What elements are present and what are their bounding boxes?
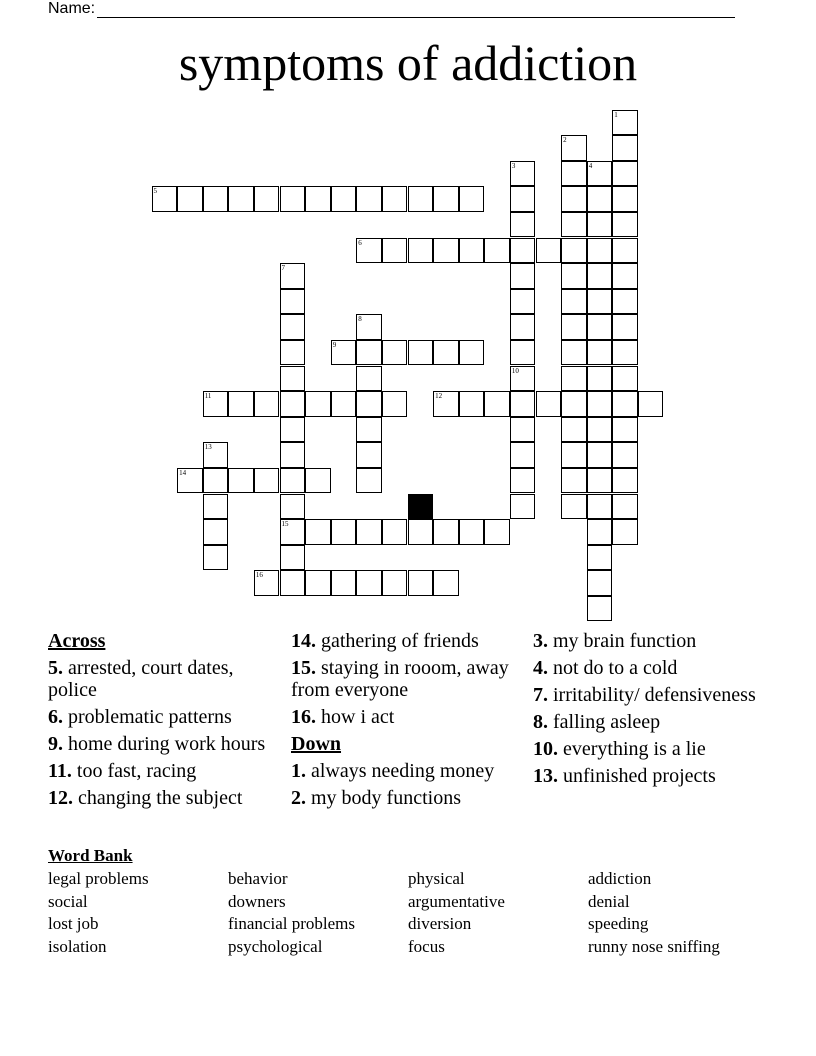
crossword-cell[interactable] bbox=[484, 391, 510, 417]
clue-down-7: 7. irritability/ defensiveness bbox=[533, 684, 756, 706]
crossword-cell[interactable] bbox=[203, 468, 229, 494]
crossword-cell[interactable] bbox=[561, 289, 587, 315]
clue-down-4: 4. not do to a cold bbox=[533, 657, 678, 679]
crossword-cell[interactable] bbox=[612, 186, 638, 212]
crossword-cell[interactable] bbox=[510, 366, 536, 392]
crossword-cell[interactable] bbox=[612, 366, 638, 392]
crossword-cell[interactable] bbox=[382, 570, 408, 596]
crossword-cell[interactable] bbox=[561, 238, 587, 264]
clue-number: 4 bbox=[588, 161, 593, 170]
crossword-cell[interactable] bbox=[280, 417, 306, 443]
crossword-cell[interactable] bbox=[305, 468, 331, 494]
crossword-cell[interactable] bbox=[280, 340, 306, 366]
crossword-cell[interactable] bbox=[203, 494, 229, 520]
crossword-cell[interactable] bbox=[459, 519, 485, 545]
crossword-cell[interactable] bbox=[561, 494, 587, 520]
crossword-cell[interactable] bbox=[612, 135, 638, 161]
clue-number: 5 bbox=[153, 187, 157, 196]
crossword-cell[interactable] bbox=[587, 545, 613, 571]
crossword-cell[interactable] bbox=[587, 570, 613, 596]
clue-number: 3 bbox=[511, 161, 516, 170]
crossword-cell[interactable] bbox=[561, 468, 587, 494]
crossword-cell[interactable] bbox=[408, 519, 434, 545]
word-bank-item: runny nose sniffing bbox=[588, 937, 720, 957]
clue-down-8: 8. falling asleep bbox=[533, 711, 661, 733]
crossword-cell[interactable] bbox=[612, 289, 638, 315]
clue-down-10: 10. everything is a lie bbox=[533, 738, 706, 760]
black-cell bbox=[408, 494, 434, 520]
crossword-cell[interactable] bbox=[280, 366, 306, 392]
crossword-cell[interactable] bbox=[561, 186, 587, 212]
crossword-cell[interactable] bbox=[561, 391, 587, 417]
clue-number: 13 bbox=[204, 443, 212, 452]
crossword-cell[interactable] bbox=[612, 391, 638, 417]
crossword-cell[interactable] bbox=[177, 468, 203, 494]
crossword-cell[interactable] bbox=[331, 340, 357, 366]
crossword-cell[interactable] bbox=[228, 468, 254, 494]
crossword-cell[interactable] bbox=[203, 519, 229, 545]
crossword-cell[interactable] bbox=[356, 238, 382, 264]
crossword-cell[interactable] bbox=[433, 340, 459, 366]
crossword-cell[interactable] bbox=[510, 340, 536, 366]
word-bank-item: financial problems bbox=[228, 914, 355, 934]
crossword-cell[interactable] bbox=[510, 161, 536, 187]
clue-down-13: 13. unfinished projects bbox=[533, 765, 716, 787]
crossword-cell[interactable] bbox=[356, 340, 382, 366]
word-bank-item: argumentative bbox=[408, 891, 505, 911]
crossword-cell[interactable] bbox=[280, 545, 306, 571]
crossword-cell[interactable] bbox=[536, 238, 562, 264]
word-bank-column-2 bbox=[228, 868, 355, 959]
clue-number: 12 bbox=[435, 392, 443, 401]
crossword-cell[interactable] bbox=[356, 186, 382, 212]
crossword-cell[interactable] bbox=[203, 186, 229, 212]
word-bank-item: physical bbox=[408, 869, 465, 888]
crossword-cell[interactable] bbox=[561, 161, 587, 187]
clue-across-9: 9. home during work hours bbox=[48, 733, 266, 755]
crossword-cell[interactable] bbox=[280, 519, 306, 545]
crossword-cell[interactable] bbox=[587, 161, 613, 187]
crossword-cell[interactable] bbox=[331, 570, 357, 596]
crossword-cell[interactable] bbox=[510, 263, 536, 289]
crossword-cell[interactable] bbox=[587, 366, 613, 392]
crossword-cell[interactable] bbox=[408, 340, 434, 366]
crossword-cell[interactable] bbox=[612, 494, 638, 520]
crossword-cell[interactable] bbox=[561, 340, 587, 366]
crossword-cell[interactable] bbox=[228, 186, 254, 212]
word-bank-item: psychological bbox=[228, 937, 323, 957]
crossword-cell[interactable] bbox=[305, 570, 331, 596]
crossword-cell[interactable] bbox=[177, 186, 203, 212]
crossword-cell[interactable] bbox=[612, 263, 638, 289]
crossword-cell[interactable] bbox=[280, 468, 306, 494]
crossword-cell[interactable] bbox=[331, 186, 357, 212]
crossword-cell[interactable] bbox=[408, 238, 434, 264]
crossword-cell[interactable] bbox=[280, 570, 306, 596]
crossword-cell[interactable] bbox=[459, 186, 485, 212]
clue-down-2: 2. my body functions bbox=[291, 787, 461, 809]
crossword-cell[interactable] bbox=[254, 570, 280, 596]
crossword-cell[interactable] bbox=[612, 442, 638, 468]
clue-down-3: 3. my brain function bbox=[533, 630, 697, 652]
word-bank-title: Word Bank bbox=[48, 846, 133, 865]
crossword-cell[interactable] bbox=[561, 314, 587, 340]
clue-number: 16 bbox=[255, 571, 263, 580]
crossword-cell[interactable] bbox=[612, 110, 638, 136]
crossword-cell[interactable] bbox=[305, 186, 331, 212]
crossword-cell[interactable] bbox=[510, 212, 536, 238]
crossword-cell[interactable] bbox=[280, 442, 306, 468]
clue-number: 2 bbox=[563, 136, 567, 145]
crossword-cell[interactable] bbox=[203, 391, 229, 417]
crossword-cell[interactable] bbox=[280, 391, 306, 417]
crossword-cell[interactable] bbox=[356, 442, 382, 468]
crossword-cell[interactable] bbox=[280, 186, 306, 212]
crossword-cell[interactable] bbox=[356, 366, 382, 392]
crossword-cell[interactable] bbox=[228, 391, 254, 417]
crossword-cell[interactable] bbox=[612, 238, 638, 264]
crossword-cell[interactable] bbox=[561, 442, 587, 468]
crossword-cell[interactable] bbox=[612, 468, 638, 494]
crossword-cell[interactable] bbox=[536, 391, 562, 417]
clue-number: 8 bbox=[358, 315, 362, 324]
crossword-cell[interactable] bbox=[612, 417, 638, 443]
crossword-cell[interactable] bbox=[356, 519, 382, 545]
crossword-cell[interactable] bbox=[587, 212, 613, 238]
crossword-cell[interactable] bbox=[382, 186, 408, 212]
crossword-cell[interactable] bbox=[203, 442, 229, 468]
word-bank-item: speeding bbox=[588, 914, 649, 934]
crossword-cell[interactable] bbox=[561, 366, 587, 392]
crossword-cell[interactable] bbox=[433, 186, 459, 212]
clue-number: 9 bbox=[332, 340, 337, 349]
word-bank-item: behavior bbox=[228, 869, 288, 888]
word-bank-item: denial bbox=[588, 891, 630, 911]
clue-number: 7 bbox=[281, 264, 285, 273]
crossword-cell[interactable] bbox=[587, 289, 613, 315]
crossword-cell[interactable] bbox=[510, 442, 536, 468]
word-bank-item: addiction bbox=[588, 869, 652, 888]
crossword-cell[interactable] bbox=[382, 519, 408, 545]
crossword-cell[interactable] bbox=[408, 570, 434, 596]
crossword-cell[interactable] bbox=[254, 186, 280, 212]
crossword-cell[interactable] bbox=[433, 519, 459, 545]
crossword-cell[interactable] bbox=[459, 340, 485, 366]
clue-number: 14 bbox=[179, 468, 187, 477]
crossword-cell[interactable] bbox=[587, 238, 613, 264]
clues-column-3 bbox=[533, 630, 763, 792]
clue-down-1: 1. always needing money bbox=[291, 760, 495, 782]
crossword-cell[interactable] bbox=[433, 570, 459, 596]
crossword-cell[interactable] bbox=[408, 186, 434, 212]
crossword-cell[interactable] bbox=[484, 519, 510, 545]
crossword-cell[interactable] bbox=[510, 417, 536, 443]
word-bank-column-4 bbox=[588, 868, 720, 959]
across-heading: Across bbox=[48, 630, 106, 652]
crossword-cell[interactable] bbox=[587, 417, 613, 443]
clue-across-15: 15. staying in rooom, away from everyone bbox=[291, 657, 509, 701]
crossword-cell[interactable] bbox=[305, 519, 331, 545]
crossword-cell[interactable] bbox=[280, 263, 306, 289]
clue-across-5: 5. arrested, court dates, police bbox=[48, 657, 234, 701]
word-bank-item: lost job bbox=[48, 914, 99, 934]
clue-across-6: 6. problematic patterns bbox=[48, 706, 232, 728]
word-bank-item: isolation bbox=[48, 937, 107, 957]
crossword-cell[interactable] bbox=[612, 340, 638, 366]
crossword-cell[interactable] bbox=[382, 391, 408, 417]
clues-column-1 bbox=[48, 630, 278, 814]
crossword-cell[interactable] bbox=[510, 238, 536, 264]
crossword-cell[interactable] bbox=[638, 391, 664, 417]
crossword-cell[interactable] bbox=[203, 545, 229, 571]
crossword-cell[interactable] bbox=[280, 494, 306, 520]
crossword-cell[interactable] bbox=[331, 519, 357, 545]
crossword-cell[interactable] bbox=[587, 519, 613, 545]
crossword-cell[interactable] bbox=[254, 391, 280, 417]
word-bank-item: social bbox=[48, 891, 88, 911]
clue-number: 1 bbox=[614, 110, 618, 119]
clue-across-14: 14. gathering of friends bbox=[291, 630, 479, 652]
crossword-cell[interactable] bbox=[484, 238, 510, 264]
crossword-cell[interactable] bbox=[356, 417, 382, 443]
crossword-cell[interactable] bbox=[433, 238, 459, 264]
name-label: Name: bbox=[48, 0, 96, 17]
clue-number: 6 bbox=[358, 238, 362, 247]
clue-number: 10 bbox=[511, 366, 519, 375]
crossword-cell[interactable] bbox=[587, 596, 613, 622]
crossword-cell[interactable] bbox=[152, 186, 178, 212]
clue-across-16: 16. how i act bbox=[291, 706, 395, 728]
word-bank-item: focus bbox=[408, 937, 445, 957]
crossword-cell[interactable] bbox=[612, 161, 638, 187]
crossword-cell[interactable] bbox=[459, 391, 485, 417]
crossword-cell[interactable] bbox=[382, 238, 408, 264]
crossword-cell[interactable] bbox=[356, 468, 382, 494]
crossword-cell[interactable] bbox=[510, 186, 536, 212]
crossword-cell[interactable] bbox=[459, 238, 485, 264]
down-heading: Down bbox=[291, 733, 342, 755]
crossword-cell[interactable] bbox=[280, 314, 306, 340]
crossword-cell[interactable] bbox=[587, 468, 613, 494]
word-bank-column-3 bbox=[408, 868, 505, 959]
page-title: symptoms of addiction bbox=[178, 35, 638, 91]
clue-across-11: 11. too fast, racing bbox=[48, 760, 197, 782]
crossword-cell[interactable] bbox=[587, 263, 613, 289]
word-bank-column-1 bbox=[48, 868, 149, 959]
crossword-cell[interactable] bbox=[382, 340, 408, 366]
clues-column-2 bbox=[291, 630, 521, 814]
crossword-cell[interactable] bbox=[587, 314, 613, 340]
crossword-cell[interactable] bbox=[510, 289, 536, 315]
crossword-cell[interactable] bbox=[587, 391, 613, 417]
crossword-cell[interactable] bbox=[612, 212, 638, 238]
crossword-cell[interactable] bbox=[561, 135, 587, 161]
word-bank-item: downers bbox=[228, 891, 286, 911]
crossword-cell[interactable] bbox=[510, 468, 536, 494]
crossword-cell[interactable] bbox=[331, 391, 357, 417]
crossword-cell[interactable] bbox=[305, 391, 331, 417]
crossword-cell[interactable] bbox=[561, 417, 587, 443]
crossword-cell[interactable] bbox=[612, 519, 638, 545]
crossword-cell[interactable] bbox=[587, 186, 613, 212]
clue-number: 15 bbox=[281, 520, 289, 529]
crossword-cell[interactable] bbox=[587, 494, 613, 520]
clue-number: 11 bbox=[204, 392, 212, 401]
word-bank-item: legal problems bbox=[48, 869, 149, 888]
crossword-cell[interactable] bbox=[612, 314, 638, 340]
crossword-cell[interactable] bbox=[561, 263, 587, 289]
crossword-cell[interactable] bbox=[356, 314, 382, 340]
word-bank-item: diversion bbox=[408, 914, 472, 934]
crossword-cell[interactable] bbox=[280, 289, 306, 315]
crossword-cell[interactable] bbox=[587, 442, 613, 468]
crossword-cell[interactable] bbox=[433, 391, 459, 417]
clue-across-12: 12. changing the subject bbox=[48, 787, 243, 809]
crossword-cell[interactable] bbox=[510, 494, 536, 520]
crossword-cell[interactable] bbox=[561, 212, 587, 238]
crossword-cell[interactable] bbox=[587, 340, 613, 366]
crossword-cell[interactable] bbox=[510, 314, 536, 340]
crossword-cell[interactable] bbox=[254, 468, 280, 494]
crossword-cell[interactable] bbox=[356, 570, 382, 596]
crossword-cell[interactable] bbox=[510, 391, 536, 417]
crossword-cell[interactable] bbox=[356, 391, 382, 417]
